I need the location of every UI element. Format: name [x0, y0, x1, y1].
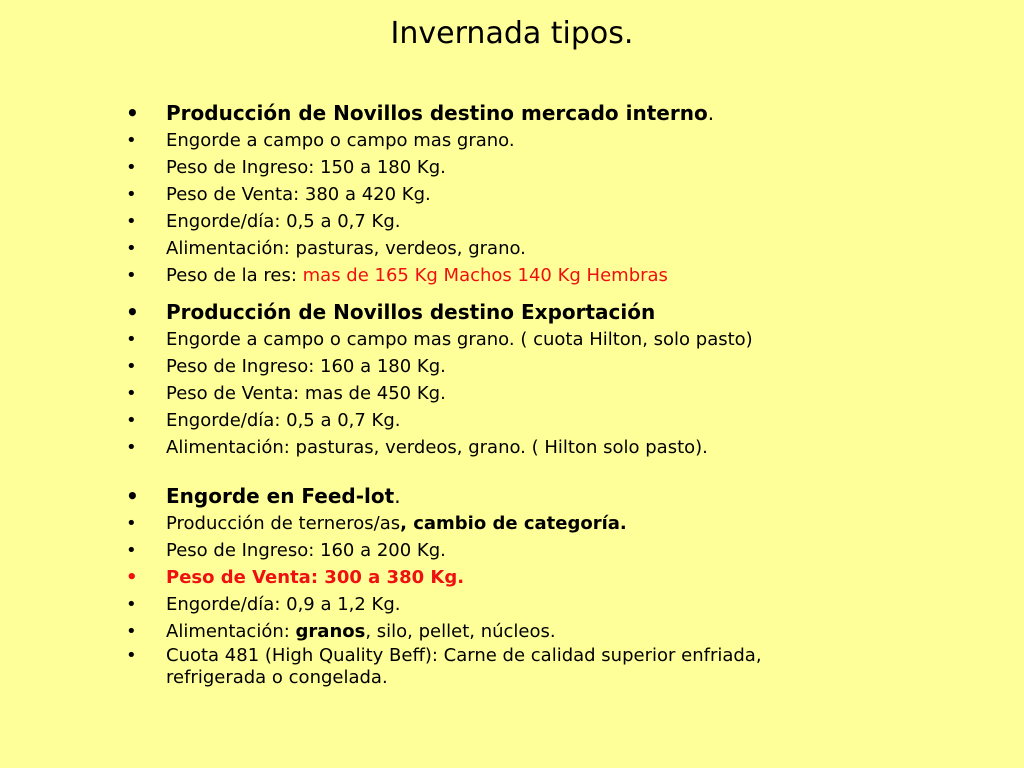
list-item — [126, 154, 1006, 181]
list-item — [126, 407, 1006, 434]
res-value: mas de 165 Kg Machos 140 Kg Hembras — [302, 265, 668, 286]
bullet: • — [126, 238, 137, 259]
item-text: Peso de Venta: 300 a 380 Kg. — [166, 567, 465, 588]
section-mercado-interno — [126, 100, 1006, 289]
item-text: refrigerada o congelada. — [166, 667, 388, 688]
bullet: • — [126, 101, 139, 125]
bullet: • — [126, 300, 139, 324]
slide-title: Invernada tipos. — [390, 16, 634, 51]
list-item — [126, 510, 1006, 537]
list-item — [126, 326, 1006, 353]
item-text: Engorde/día: 0,5 a 0,7 Kg. — [166, 211, 401, 232]
bullet: • — [126, 410, 137, 431]
item-text: Peso de Venta: mas de 450 Kg. — [166, 383, 446, 404]
bullet: • — [126, 621, 137, 642]
item-text: Engorde a campo o campo mas grano. ( cuota Hilton, solo pasto) — [166, 329, 753, 350]
bullet: • — [126, 513, 137, 534]
list-item — [126, 483, 1006, 510]
item-text: Peso de Ingreso: 160 a 200 Kg. — [166, 540, 446, 561]
item-text: Engorde/día: 0,5 a 0,7 Kg. — [166, 410, 401, 431]
header-suffix: . — [394, 484, 401, 508]
bullet: • — [126, 184, 137, 205]
bullet: • — [126, 437, 137, 458]
header-suffix: . — [707, 101, 715, 125]
bullet: • — [126, 484, 139, 508]
section-header: Producción de Novillos destino mercado interno — [166, 101, 708, 125]
bullet: • — [126, 356, 137, 377]
list-item — [126, 645, 1006, 689]
bullet: • — [126, 645, 137, 666]
list-item — [126, 208, 1006, 235]
item-text: Alimentación: pasturas, verdeos, grano. ( Hilton solo pasto). — [166, 437, 708, 458]
section-header: Engorde en Feed-lot — [166, 484, 395, 508]
list-item — [126, 100, 1006, 127]
list-item — [126, 353, 1006, 380]
item-text: Peso de Ingreso: 160 a 180 Kg. — [166, 356, 446, 377]
item-text: Peso de Ingreso: 150 a 180 Kg. — [166, 157, 446, 178]
list-item — [126, 299, 1006, 326]
item-text: Engorde/día: 0,9 a 1,2 Kg. — [166, 594, 401, 615]
list-item — [126, 591, 1006, 618]
item-text: Producción de terneros/as — [166, 513, 401, 534]
item-text: Alimentación: pasturas, verdeos, grano. — [166, 238, 526, 259]
list-item — [126, 262, 1006, 289]
item-text: Alimentación: — [166, 621, 296, 642]
section-header: Producción de Novillos destino Exportación — [166, 300, 656, 324]
bullet: • — [126, 383, 137, 404]
bullet: • — [126, 211, 137, 232]
list-item — [126, 235, 1006, 262]
bullet: • — [126, 594, 137, 615]
res-label: Peso de la res: — [166, 265, 303, 286]
list-item — [126, 380, 1006, 407]
list-item — [126, 564, 1006, 591]
list-item — [126, 434, 1006, 461]
bullet: • — [126, 540, 137, 561]
item-bold-text: , cambio de categoría. — [400, 513, 627, 534]
section-exportacion — [126, 299, 1006, 461]
list-item — [126, 181, 1006, 208]
list-item — [126, 127, 1006, 154]
item-bold-text: granos — [295, 621, 366, 642]
slide-content — [126, 100, 1006, 689]
bullet: • — [126, 157, 137, 178]
section-feed-lot — [126, 483, 1006, 689]
item-text: Engorde a campo o campo mas grano. — [166, 130, 515, 151]
item-text: Cuota 481 (High Quality Beff): Carne de calidad superior enfriada, — [166, 645, 762, 666]
bullet: • — [126, 329, 137, 350]
bullet: • — [126, 567, 138, 588]
bullet: • — [126, 130, 137, 151]
list-item — [126, 618, 1006, 645]
item-text: , silo, pellet, núcleos. — [365, 621, 556, 642]
bullet: • — [126, 265, 137, 286]
list-item — [126, 537, 1006, 564]
item-text: Peso de Venta: 380 a 420 Kg. — [166, 184, 431, 205]
